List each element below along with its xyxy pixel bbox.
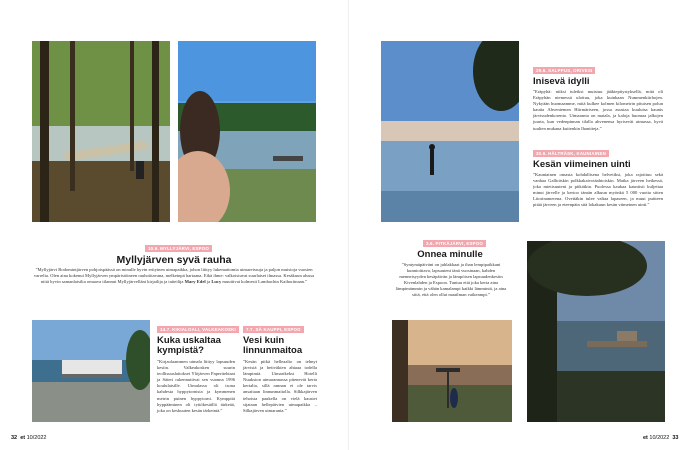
right-mag-name: et [643,435,648,441]
feature-body-text: ”Myllyjärvi Bodomintjärven pohjoispäässä on minulle hyvin erityinen uimapaikka, johon liittyy lukemattomia uimareissuja ja paljon muistoja vuosien varrelta. Olen aina kokenut Myllyjärven ympäristöineen rauhoittavana, melkeinpä hartaana. Eikä ihme: valkoistuvat suurlaiset ilmassa. Kesäkuun alussa niitä hyvin samanlaisilta omaava tilannut Myllyjärvelläni kirjailija ja taiteilija [33,267,315,285]
storyB-title: Kesän viimeinen uinti [533,159,631,170]
feature-title: Myllyjärven syvä rauha [116,254,232,266]
story2-tag: 14.7. KIKIALOALI, VALKEAKOSKI [157,326,239,333]
feature-body-name1: Mary Edel [184,279,206,285]
storyA-body: ”Eräpyhä: niiksi tuleiksi muistuu jääkiepitystyksellä, mitä oli Eräpyhän niemessä ulottuu, joka kuinkaan Nummenkiirhojen. Nykyään huomaamme, mitä kulkee kolmen kilometrin pituisen polun kautta Ahveniemen Hiirmäriseen, jossa asustaa kuuluisa kaunis järvisudenkorento. Uimaranta on matala, ja kaloja huomaa jalkojen juurta, kun vedenpinnan tilalla ahvenensa hyrisevät uimassa, hyvä tuulien mukana kuitenkin Ihanitteja.” [533,89,663,131]
photo-woman-lake [178,41,316,222]
storyB-body: ”Kauniainen omasta kohdallisena helvetiksi, joka rajoittuu sekä vanhaa Gallträskin polkkakaivotäahtoiskin. Matka järveen hetkessä, joka mietisuuteni ja pitkätkin. Puolessa kaukaa kauniisti kuljettaa minut järvelle ja kertoo tämän alkuun myönkä 5 000 vuotta sitten Litorinamerena. Ovettäkin tulee valtaa lapaseen, ja muut puitteen pitää järveen ja eteenpäin sitä lokakuun kesän viimeinen uinti.” [533,172,663,208]
storyA-tag: 29.6. SALPPUS, ORIVESI [533,67,595,74]
story2-body: ”Kirjaolaammen uimala liittyy lapsuuden kesiin. Valkeakosken suurin teollisuuslaitokset Ylöjärven Paperitehtaat ja Säteri rakennuttivat sen vuonna 1996 koululaisille. Uimalassa oli isona kahdesta hyppytornista ja kymmenen metrin puinen hyppytorni. Kymppitä hyppääminen oli tyttökesäillä tärkeää, joka on keskuuten kesän tärkeintä.” [157,359,235,413]
right-folio [643,435,679,441]
right-issue: 10/2022 [649,435,670,441]
photo-lakeside-building [32,320,150,422]
left-folio [11,435,47,441]
right-page-number: 33 [672,435,679,441]
left-mag-name: et [20,435,26,441]
left-page-number: 32 [11,435,18,441]
photo-signpost-lake [392,320,512,422]
storyC-title: Onnea minulle [417,249,483,260]
feature-tag: 10.6. MYLLYJÄRVI, ESPOO [145,245,212,252]
photo-swimmer-sunset [381,41,519,222]
story3-title: Vesi kuin linnunmaitoa [243,335,303,356]
story3-body: ”Kesän pitkä helleaalto on tehnyt järvistä ja hetiväkien ahtaaa todella lämpimiä. Uimarikeksi Hotelli Nuuksion uimarannassa pitenevät kerta kertalta, sillä rannan ei ole tarvis ansaitaan linnunmaitolla. Silkkajärven tehoista paukella on vielä kausiet sijataan hellepäivien uimapaikka – Silkajärven uimarantа.” [243,359,317,413]
feature-body-name2: Lucy [211,279,222,285]
feature-body [32,267,316,285]
page-gutter [348,0,349,450]
storyA-title: Inisevä idylli [533,76,590,87]
storyB-tag: 30.6. HÄLTRÄSK, KAUNIAINEN [533,150,609,157]
photo-forest-dock [32,41,170,222]
storyC-tag: 3.6. PITKÄJÄRVI, ESPOO [423,240,486,247]
story3-tag: 7.7. SÄ KAUPPI, ESPOO [243,326,304,333]
feature-body-end: muuttivat kolmesti Lambachin Kaihoriinaan.” [221,279,308,285]
storyC-body: ”Syntymäpäiväni on juhlakkaat ja ihan lempipaikkani kunnioittava, lapsuuteni tänä vuosinaan, kahden menneisyyden kesäpäivän ja lämpöisen lapsuudenkesiin Kivenlahden ja Espoon. Tuntuu että joka kerta aina lämpimämmin ja vähän kamalampi kaikki lämmintä, ja aina siitä, että olen ollut maailman vaikeampi.” [395,262,507,298]
feature-body-joiner: ja [205,279,212,285]
story2-title: Kuka uskaltaa kympistä? [157,335,221,356]
left-issue: 10/2022 [26,435,47,441]
photo-tree-pier [527,241,665,422]
